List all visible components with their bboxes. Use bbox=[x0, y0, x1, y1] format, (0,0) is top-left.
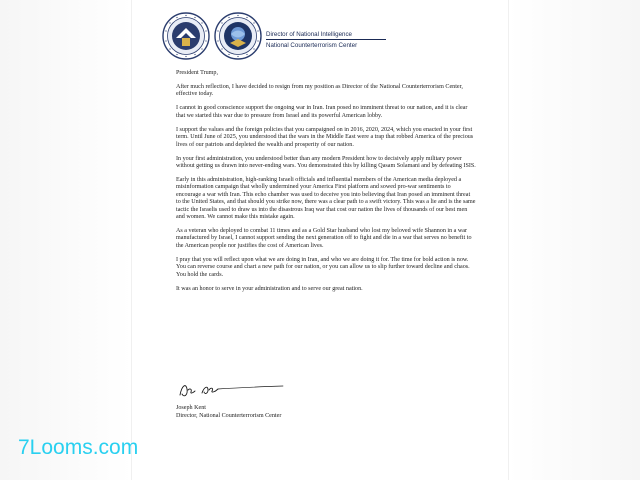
paragraph-7: I pray that you will reflect upon what we are doing in Iran, and who we are doing it for. The time for bold action is now. You can reverse course and chart a new path for our nation, or you can allow us to slip further toward decline and chaos. You hold the cards. bbox=[176, 256, 470, 278]
paragraph-2: I cannot in good conscience support the ongoing war in Iran. Iran posed no imminent threat to our nation, and it is clear that we started this war due to pressure from Israel and its powerful American lobby. bbox=[176, 105, 468, 119]
nctc-seal-icon bbox=[214, 12, 262, 60]
letterhead-rule bbox=[266, 39, 386, 40]
watermark: 7Looms.com bbox=[18, 436, 139, 459]
paragraph-3: I support the values and the foreign policies that you campaigned on in 2016, 2020, 2024, which you enacted in your first term. Until June of 2025, you understood that the wars in the Middle East were a trap that robbed America of the precious lives of our patriots and depleted the wealth and prosperity of our nation. bbox=[176, 126, 474, 148]
signer-title: Director, National Counterterrorism Center bbox=[176, 412, 282, 419]
paragraph-8: It was an honor to serve in your administration and to serve our great nation. bbox=[176, 285, 363, 292]
letterhead-line-1: Director of National Intelligence bbox=[266, 31, 352, 38]
signer-name: Joseph Kent bbox=[176, 405, 206, 411]
handwritten-signature bbox=[178, 381, 288, 399]
page-margin-left bbox=[0, 0, 132, 480]
letterhead bbox=[266, 29, 357, 51]
paragraph-4: In your first administration, you understood better than any modern President how to decisively apply military power without getting us drawn into never-ending wars. You demonstrated this by killing Qasam Solamani and by defeating ISIS. bbox=[176, 155, 476, 170]
paragraph-6: As a veteran who deployed to combat 11 times and as a Gold Star husband who lost my beloved wife Shannon in a war manufactured by Israel, I cannot support sending the next generation off to fight and die in a war that serves no benefit to the American people nor justifies the cost of American lives. bbox=[176, 228, 472, 249]
paragraph-1: After much reflection, I have decided to resign from my position as Director of the National Counterterrorism Center, effective today. bbox=[176, 84, 463, 98]
letterhead-line-2: National Counterterrorism Center bbox=[266, 42, 358, 49]
page-margin-right bbox=[508, 0, 640, 480]
salutation: President Trump, bbox=[176, 70, 218, 76]
paragraph-5: Early in this administration, high-ranking Israeli officials and influential members of the American media deployed a misinformation campaign that wholly undermined your America First platform and sowed pro-war sentiments to encourage a war with Iran. This echo chamber was used to deceive you into believing that Iran posed an imminent threat to the United States, and that should you strike now, there was a clear path to a swift victory. This was a lie and is the same tactic the Israelis used to draw us into the disastrous Iraq war that cost our nation the lives of thousands of our best men and women. We cannot make this mistake again. bbox=[176, 177, 476, 221]
odni-seal-icon bbox=[162, 12, 210, 60]
letter-body bbox=[176, 70, 476, 300]
signature-block bbox=[176, 405, 281, 420]
